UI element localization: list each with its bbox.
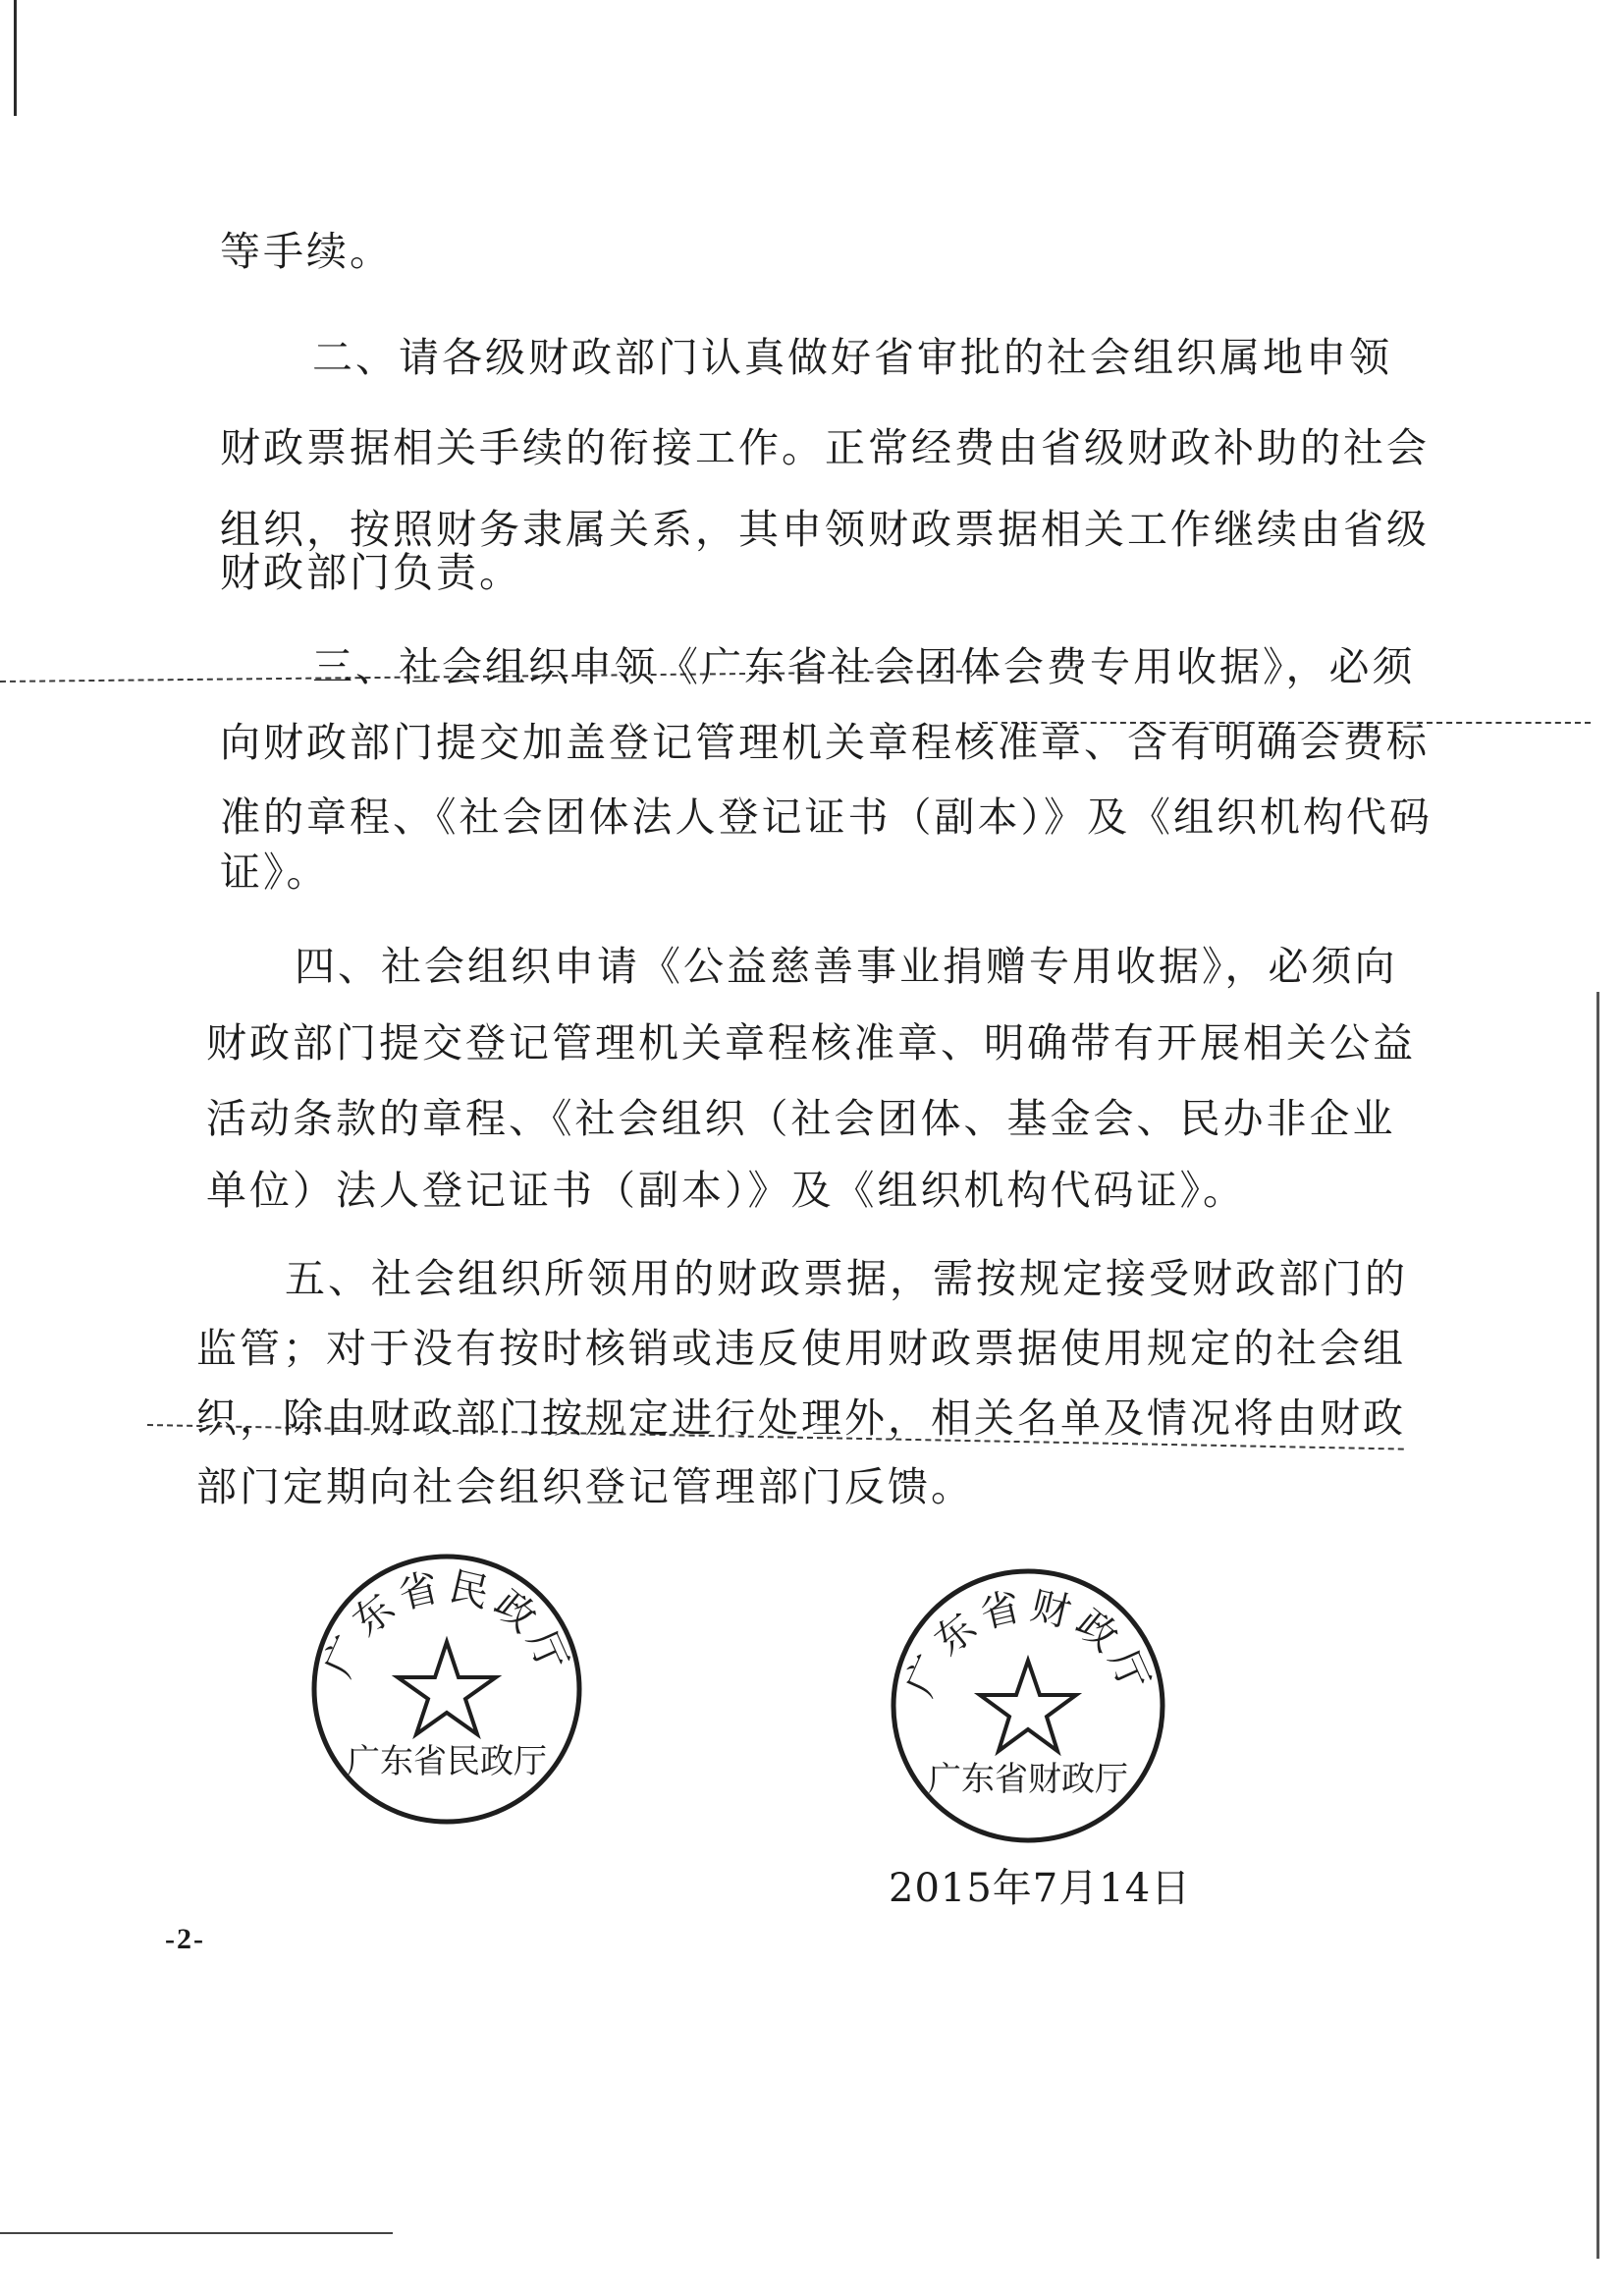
text-line-9: 证》。 [220,848,330,896]
text-line-16: 织，除由财政部门按规定进行处理外，相关名单及情况将由财政 [196,1394,1406,1442]
seal-finance [889,1566,1168,1846]
text-line-3: 财政票据相关手续的衔接工作。正常经费由省级财政补助的社会 [220,424,1430,471]
text-line-8: 准的章程、《社会团体法人登记证书（副本）》及《组织机构代码 [220,793,1433,841]
scan-edge-mark-right [1596,992,1599,2259]
text-line-10: 四、社会组织申请《公益慈善事业捐赠专用收据》，必须向 [295,943,1398,990]
text-line-4: 组织，按照财务隶属关系，其申领财政票据相关工作继续由省级 [220,506,1430,553]
seal-civil-affairs [309,1552,584,1827]
text-line-6: 三、社会组织申领《广东省社会团体会费专用收据》，必须 [312,643,1416,690]
seal-finance-bottom-text: 广东省财政厅 [928,1760,1128,1799]
issue-date: 2015年7月14日 [889,1866,1192,1911]
text-line-7: 向财政部门提交加盖登记管理机关章程核准章、含有明确会费标 [220,719,1430,766]
seal-star-icon [980,1661,1076,1751]
page-number: -2- [165,1923,205,1955]
text-line-13: 单位）法人登记证书（副本）》及《组织机构代码证》。 [206,1167,1246,1214]
svg-text:广东省民政厅 [315,1563,577,1683]
text-line-14: 五、社会组织所领用的财政票据，需按规定接受财政部门的 [285,1255,1408,1302]
svg-text:广东省财政厅 [897,1583,1160,1703]
scan-bottom-line [0,2232,393,2234]
text-line-17: 部门定期向社会组织登记管理部门反馈。 [196,1463,974,1510]
seal-finance-arc-text: 广东省财政厅 [896,1583,1161,1704]
text-line-2: 二、请各级财政部门认真做好省审批的社会组织属地申领 [312,334,1392,381]
text-line-11: 财政部门提交登记管理机关章程核准章、明确带有开展相关公益 [206,1019,1416,1066]
text-line-1: 等手续。 [220,228,393,275]
text-line-12: 活动条款的章程、《社会组织（社会团体、基金会、民办非企业 [206,1095,1396,1142]
seal-civil-affairs-arc-text: 广东省民政厅 [315,1563,578,1684]
text-line-15: 监管；对于没有按时核销或违反使用财政票据使用规定的社会组 [196,1325,1406,1372]
scan-edge-mark-left [14,0,17,116]
text-line-5: 财政部门负责。 [220,549,522,596]
seal-star-icon [398,1642,496,1734]
seal-civil-affairs-bottom-text: 广东省民政厅 [347,1742,547,1781]
